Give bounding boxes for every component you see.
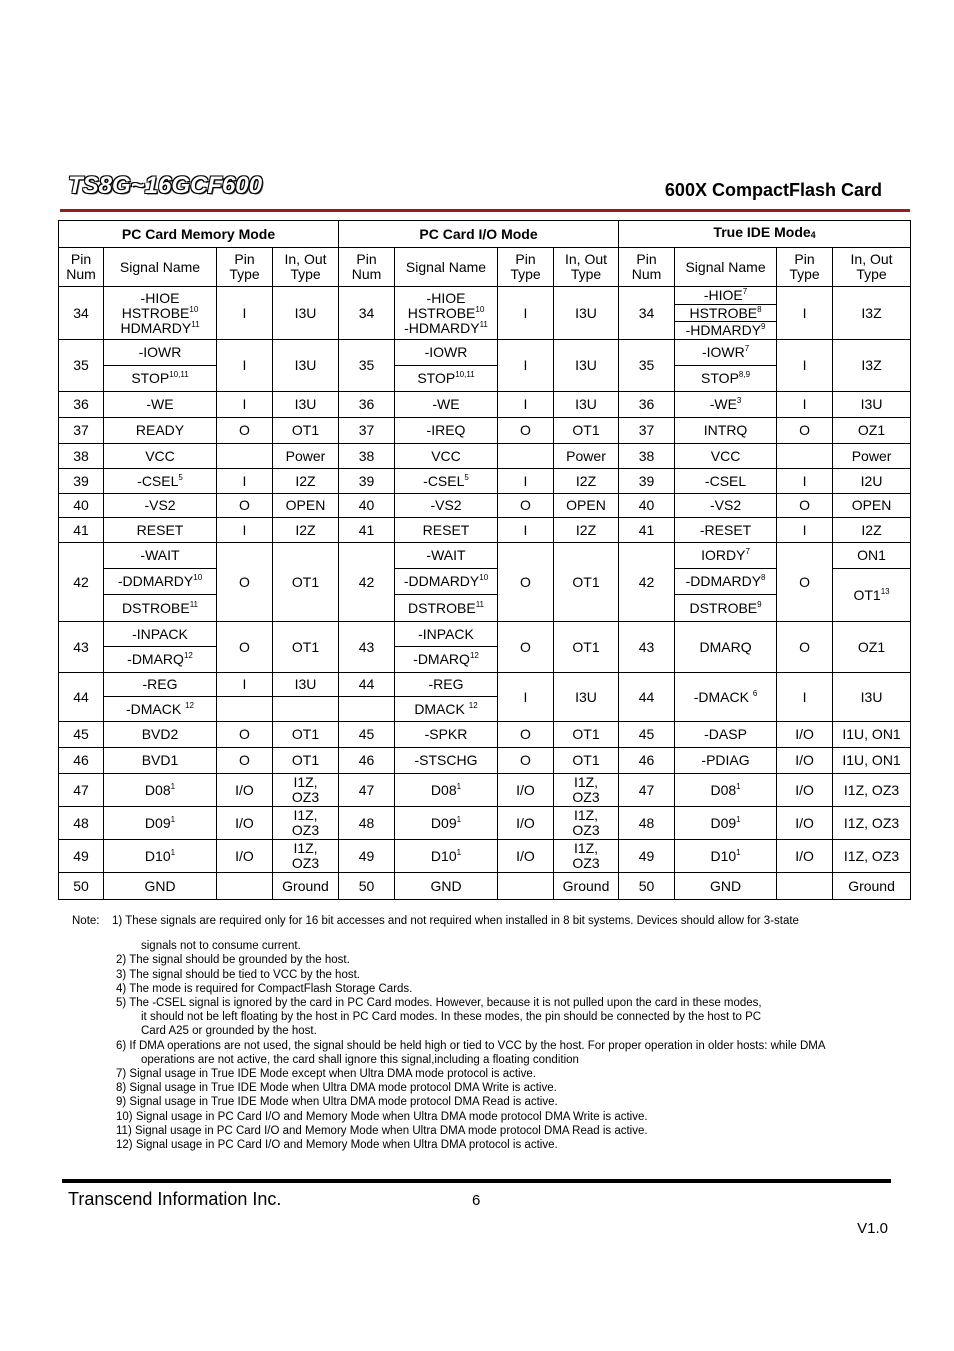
signal-cell: -DMACK $^6$ bbox=[675, 673, 777, 722]
signal-cell: -DDMARDY$^{10}$ bbox=[395, 569, 498, 595]
signal-cell: GND bbox=[104, 873, 217, 900]
type-cell: I/O bbox=[498, 840, 554, 873]
signal-cell: -REG bbox=[395, 673, 498, 697]
inout-cell: I3U bbox=[554, 287, 619, 340]
pin-cell: 49 bbox=[339, 840, 395, 873]
inout-cell: I3U bbox=[554, 673, 619, 722]
signal-cell: $D08^1$ bbox=[395, 774, 498, 807]
pin-cell: 42 bbox=[59, 543, 104, 622]
pin-cell: 45 bbox=[59, 722, 104, 748]
col-inout-type: In, Out Type bbox=[833, 248, 911, 287]
inout-cell: I3U bbox=[273, 673, 339, 697]
pin-cell: 34 bbox=[59, 287, 104, 340]
inout-cell: I3U bbox=[273, 392, 339, 418]
inout-cell: I3U bbox=[273, 340, 339, 392]
model-title: TS8G~16GCF600 bbox=[68, 172, 263, 199]
signal-cell: -VS2 bbox=[104, 494, 217, 518]
inout-cell: I3U bbox=[273, 287, 339, 340]
signal-cell: -DMARQ$^{12}$ bbox=[104, 647, 217, 673]
inout-cell: I1Z, OZ3 bbox=[273, 774, 339, 807]
signal-cell: -WE bbox=[395, 392, 498, 418]
table-row bbox=[59, 673, 911, 697]
signal-cell: GND bbox=[395, 873, 498, 900]
type-cell: O bbox=[498, 494, 554, 518]
type-cell bbox=[777, 444, 833, 469]
col-pin-type: Pin Type bbox=[217, 248, 273, 287]
pin-cell: 35 bbox=[59, 340, 104, 392]
note-9: 9) Signal usage in True IDE Mode when Ultra DMA mode protocol DMA Read is active. bbox=[116, 1096, 558, 1109]
table-row bbox=[59, 418, 911, 444]
inout-cell: I3U bbox=[554, 340, 619, 392]
inout-cell: I3Z bbox=[833, 287, 911, 340]
table-row bbox=[59, 807, 911, 840]
inout-cell: OPEN bbox=[554, 494, 619, 518]
inout-cell: OT1 bbox=[273, 543, 339, 622]
type-cell bbox=[498, 444, 554, 469]
inout-cell: I1Z, OZ3 bbox=[833, 840, 911, 873]
type-cell: O bbox=[777, 543, 833, 622]
type-cell: I bbox=[217, 673, 273, 697]
pin-cell: 41 bbox=[59, 518, 104, 543]
type-cell: O bbox=[498, 543, 554, 622]
pin-cell: 38 bbox=[339, 444, 395, 469]
type-cell: O bbox=[217, 418, 273, 444]
type-cell: O bbox=[217, 622, 273, 673]
pin-cell: 48 bbox=[339, 807, 395, 840]
inout-cell: OT1 bbox=[273, 722, 339, 748]
pin-cell: 37 bbox=[619, 418, 675, 444]
inout-cell: Power bbox=[833, 444, 911, 469]
type-cell: I bbox=[777, 469, 833, 494]
table-row bbox=[59, 392, 911, 418]
inout-cell: I1U, ON1 bbox=[833, 748, 911, 774]
note-5-cont: Card A25 or grounded by the host. bbox=[141, 1025, 317, 1038]
table-row bbox=[59, 518, 911, 543]
table-row bbox=[59, 722, 911, 748]
signal-cell: VCC bbox=[104, 444, 217, 469]
col-pin-num: Pin Num bbox=[619, 248, 675, 287]
col-pin-num: Pin Num bbox=[59, 248, 104, 287]
inout-cell: OT1 bbox=[273, 622, 339, 673]
signal-cell: -HDMARDY$^9$ bbox=[675, 322, 777, 340]
inout-cell: $OT1^{13}$ bbox=[833, 569, 911, 622]
signal-cell: GND bbox=[675, 873, 777, 900]
inout-cell: Ground bbox=[273, 873, 339, 900]
pin-cell: 46 bbox=[59, 748, 104, 774]
company-name: Transcend Information Inc. bbox=[68, 1189, 282, 1209]
inout-cell: I1Z, OZ3 bbox=[554, 807, 619, 840]
type-cell: O bbox=[217, 543, 273, 622]
inout-cell: I3U bbox=[833, 673, 911, 722]
inout-cell: I1Z, OZ3 bbox=[273, 807, 339, 840]
inout-cell: OT1 bbox=[273, 748, 339, 774]
pin-cell: 41 bbox=[339, 518, 395, 543]
signal-cell: $D10^1$ bbox=[395, 840, 498, 873]
pin-cell: 39 bbox=[619, 469, 675, 494]
product-title: 600X CompactFlash Card bbox=[664, 180, 882, 200]
type-cell: I/O bbox=[777, 722, 833, 748]
signal-cell: -CSEL bbox=[675, 469, 777, 494]
pin-cell: 44 bbox=[339, 673, 395, 697]
type-cell: I bbox=[777, 340, 833, 392]
signal-cell: -IOWR bbox=[395, 340, 498, 366]
signal-cell: -SPKR bbox=[395, 722, 498, 748]
type-cell bbox=[217, 444, 273, 469]
type-cell: O bbox=[217, 722, 273, 748]
table-row bbox=[59, 774, 911, 807]
inout-cell: OT1 bbox=[273, 418, 339, 444]
table-row bbox=[59, 444, 911, 469]
header-rule bbox=[60, 209, 910, 212]
signal-cell: -PDIAG bbox=[675, 748, 777, 774]
pin-cell: 47 bbox=[619, 774, 675, 807]
signal-cell: RESET bbox=[395, 518, 498, 543]
col-pin-num: Pin Num bbox=[339, 248, 395, 287]
type-cell: O bbox=[217, 494, 273, 518]
pin-cell: 43 bbox=[339, 622, 395, 673]
type-cell: I bbox=[498, 673, 554, 722]
signal-cell: DSTROBE$^{11}$ bbox=[104, 595, 217, 622]
inout-cell: I3Z bbox=[833, 340, 911, 392]
type-cell: I bbox=[217, 469, 273, 494]
inout-cell: ON1 bbox=[833, 543, 911, 569]
note-1: Note: 1) These signals are required only for 16 bit accesses and not required when installed in 8 bit systems. Devices should allow for 3-state bbox=[72, 915, 799, 927]
type-cell: O bbox=[217, 748, 273, 774]
signal-cell: -DDMARDY$^8$ bbox=[675, 569, 777, 595]
signal-cell: RESET bbox=[104, 518, 217, 543]
signal-cell: $D09^1$ bbox=[104, 807, 217, 840]
note-6: 6) If DMA operations are not used, the signal should be held high or tied to VCC by the host. For proper operation in older hosts: while DMA bbox=[116, 1039, 826, 1052]
inout-cell: I3U bbox=[554, 392, 619, 418]
inout-cell: OT1 bbox=[554, 622, 619, 673]
col-inout-type: In, Out Type bbox=[273, 248, 339, 287]
type-cell: I bbox=[498, 518, 554, 543]
inout-cell: Ground bbox=[833, 873, 911, 900]
type-cell: I bbox=[217, 287, 273, 340]
signal-cell: -HIOE HSTROBE$^{10}$ HDMARDY$^{11}$ bbox=[104, 287, 217, 340]
signal-cell: DSTROBE$^9$ bbox=[675, 595, 777, 622]
signal-cell: -RESET bbox=[675, 518, 777, 543]
inout-cell: Power bbox=[273, 444, 339, 469]
type-cell: I bbox=[217, 518, 273, 543]
table-row bbox=[59, 469, 911, 494]
inout-cell: I1U, ON1 bbox=[833, 722, 911, 748]
signal-cell: $D09^1$ bbox=[395, 807, 498, 840]
signal-cell: VCC bbox=[675, 444, 777, 469]
pin-cell: 42 bbox=[339, 543, 395, 622]
pin-cell: 43 bbox=[619, 622, 675, 673]
signal-cell: $D10^1$ bbox=[104, 840, 217, 873]
pin-cell: 48 bbox=[619, 807, 675, 840]
pin-cell: 34 bbox=[619, 287, 675, 340]
version-label: V1.0 bbox=[857, 1220, 888, 1237]
type-cell: I bbox=[777, 392, 833, 418]
type-cell: I/O bbox=[777, 840, 833, 873]
type-cell: I/O bbox=[217, 840, 273, 873]
inout-cell: OT1 bbox=[554, 748, 619, 774]
signal-cell: -IREQ bbox=[395, 418, 498, 444]
mode-memory: PC Card Memory Mode bbox=[59, 221, 339, 248]
pin-cell: 41 bbox=[619, 518, 675, 543]
signal-cell: -VS2 bbox=[675, 494, 777, 518]
type-cell: I bbox=[777, 518, 833, 543]
signal-cell: -IOWR$^7$ bbox=[675, 340, 777, 366]
signal-cell: IORDY$^7$ bbox=[675, 543, 777, 569]
signal-cell: -WAIT bbox=[104, 543, 217, 569]
type-cell: O bbox=[777, 494, 833, 518]
inout-cell: Ground bbox=[554, 873, 619, 900]
type-cell: I/O bbox=[777, 807, 833, 840]
pin-cell: 37 bbox=[59, 418, 104, 444]
signal-cell: -STSCHG bbox=[395, 748, 498, 774]
table-row bbox=[59, 748, 911, 774]
pin-table bbox=[58, 220, 911, 900]
signal-cell: -HIOE$^7$ bbox=[675, 287, 777, 305]
table-row bbox=[59, 840, 911, 873]
inout-cell: I2Z bbox=[554, 469, 619, 494]
inout-cell: I1Z, OZ3 bbox=[554, 774, 619, 807]
type-cell: I bbox=[217, 340, 273, 392]
signal-cell: -DASP bbox=[675, 722, 777, 748]
type-cell: I/O bbox=[217, 774, 273, 807]
type-cell: I bbox=[498, 287, 554, 340]
inout-cell: I2Z bbox=[833, 518, 911, 543]
table-row bbox=[59, 873, 911, 900]
pin-cell: 42 bbox=[619, 543, 675, 622]
inout-cell: I2Z bbox=[554, 518, 619, 543]
note-7: 7) Signal usage in True IDE Mode except when Ultra DMA mode protocol is active. bbox=[116, 1068, 536, 1081]
note-2: 2) The signal should be grounded by the host. bbox=[116, 954, 350, 967]
signal-cell: HSTROBE$^8$ bbox=[675, 305, 777, 322]
signal-cell: $D09^1$ bbox=[675, 807, 777, 840]
signal-cell: -VS2 bbox=[395, 494, 498, 518]
inout-cell: OT1 bbox=[554, 722, 619, 748]
inout-cell: I2U bbox=[833, 469, 911, 494]
pin-cell: 47 bbox=[339, 774, 395, 807]
note-4: 4) The mode is required for CompactFlash Storage Cards. bbox=[116, 982, 413, 995]
note-5: 5) The -CSEL signal is ignored by the card in PC Card modes. However, because it is not pulled upon the card in these modes, bbox=[116, 997, 762, 1010]
type-cell: O bbox=[498, 622, 554, 673]
col-signal-name: Signal Name bbox=[395, 248, 498, 287]
note-12: 12) Signal usage in PC Card I/O and Memory Mode when Ultra DMA protocol is active. bbox=[116, 1139, 558, 1152]
mode-ide: True IDE Mode$_4$ bbox=[619, 221, 911, 248]
type-cell: I bbox=[777, 287, 833, 340]
pin-cell: 45 bbox=[339, 722, 395, 748]
inout-cell: OPEN bbox=[833, 494, 911, 518]
inout-cell: I1Z, OZ3 bbox=[554, 840, 619, 873]
type-cell: I bbox=[777, 673, 833, 722]
inout-cell: OZ1 bbox=[833, 418, 911, 444]
type-cell: I/O bbox=[777, 748, 833, 774]
signal-cell: DSTROBE$^{11}$ bbox=[395, 595, 498, 622]
pin-cell: 46 bbox=[619, 748, 675, 774]
inout-cell: I2Z bbox=[273, 518, 339, 543]
inout-cell: OT1 bbox=[554, 543, 619, 622]
signal-cell: STOP$^{10,11}$ bbox=[104, 366, 217, 392]
signal-cell: -INPACK bbox=[395, 622, 498, 647]
page-number: 6 bbox=[472, 1192, 481, 1209]
pin-cell: 46 bbox=[339, 748, 395, 774]
type-cell: O bbox=[498, 748, 554, 774]
pin-cell: 39 bbox=[339, 469, 395, 494]
signal-cell: INTRQ bbox=[675, 418, 777, 444]
inout-cell: OT1 bbox=[554, 418, 619, 444]
notes-section bbox=[72, 914, 902, 1152]
pin-cell: 35 bbox=[619, 340, 675, 392]
footer-rule bbox=[62, 1179, 891, 1183]
type-cell: I/O bbox=[498, 807, 554, 840]
signal-cell: -WAIT bbox=[395, 543, 498, 569]
pin-cell: 50 bbox=[339, 873, 395, 900]
note-11: 11) Signal usage in PC Card I/O and Memory Mode when Ultra DMA mode protocol DMA Read is active. bbox=[116, 1124, 648, 1137]
inout-cell: OZ1 bbox=[833, 622, 911, 673]
pin-cell: 49 bbox=[59, 840, 104, 873]
signal-cell: -INPACK bbox=[104, 622, 217, 647]
pin-cell: 38 bbox=[59, 444, 104, 469]
signal-cell: READY bbox=[104, 418, 217, 444]
type-cell: I bbox=[498, 340, 554, 392]
note-10: 10) Signal usage in PC Card I/O and Memory Mode when Ultra DMA mode protocol DMA Write is active. bbox=[116, 1110, 648, 1123]
col-signal-name: Signal Name bbox=[675, 248, 777, 287]
signal-cell: $D10^1$ bbox=[675, 840, 777, 873]
type-cell bbox=[217, 873, 273, 900]
signal-cell: $-WE^3$ bbox=[675, 392, 777, 418]
pin-cell: 36 bbox=[339, 392, 395, 418]
pin-cell: 39 bbox=[59, 469, 104, 494]
type-cell bbox=[777, 873, 833, 900]
signal-cell: DMARQ bbox=[675, 622, 777, 673]
signal-cell: -REG bbox=[104, 673, 217, 697]
type-cell: I bbox=[217, 392, 273, 418]
signal-cell: DMACK $^{12}$ bbox=[395, 697, 498, 722]
pin-cell: 48 bbox=[59, 807, 104, 840]
pin-cell: 34 bbox=[339, 287, 395, 340]
pin-cell: 45 bbox=[619, 722, 675, 748]
table-row bbox=[59, 622, 911, 647]
inout-cell: OPEN bbox=[273, 494, 339, 518]
type-cell: O bbox=[498, 722, 554, 748]
table-row bbox=[59, 340, 911, 366]
col-signal-name: Signal Name bbox=[104, 248, 217, 287]
pin-cell: 44 bbox=[59, 673, 104, 722]
pin-cell: 43 bbox=[59, 622, 104, 673]
signal-cell: BVD2 bbox=[104, 722, 217, 748]
signal-cell: -IOWR bbox=[104, 340, 217, 366]
pin-cell: 36 bbox=[619, 392, 675, 418]
signal-cell: -DMARQ$^{12}$ bbox=[395, 647, 498, 673]
mode-header-row bbox=[59, 221, 911, 248]
mode-io: PC Card I/O Mode bbox=[339, 221, 619, 248]
note-8: 8) Signal usage in True IDE Mode when Ultra DMA mode protocol DMA Write is active. bbox=[116, 1082, 557, 1095]
note-1-cont: signals not to consume current. bbox=[141, 940, 301, 953]
table-row bbox=[59, 494, 911, 518]
inout-cell: I1Z, OZ3 bbox=[833, 774, 911, 807]
table-row bbox=[59, 287, 911, 305]
pin-cell: 38 bbox=[619, 444, 675, 469]
inout-cell: I1Z, OZ3 bbox=[273, 840, 339, 873]
col-inout-type: In, Out Type bbox=[554, 248, 619, 287]
type-cell: I bbox=[498, 392, 554, 418]
pin-cell: 47 bbox=[59, 774, 104, 807]
type-cell: I/O bbox=[217, 807, 273, 840]
signal-cell: STOP$^{8,9}$ bbox=[675, 366, 777, 392]
signal-cell: -HIOE HSTROBE$^{10}$ -HDMARDY$^{11}$ bbox=[395, 287, 498, 340]
signal-cell: STOP$^{10,11}$ bbox=[395, 366, 498, 392]
note-6-cont: operations are not active, the card shall ignore this signal,including a floating condition bbox=[141, 1053, 579, 1066]
signal-cell: -DDMARDY$^{10}$ bbox=[104, 569, 217, 595]
type-cell bbox=[498, 873, 554, 900]
pin-cell: 40 bbox=[339, 494, 395, 518]
signal-cell: BVD1 bbox=[104, 748, 217, 774]
inout-cell: I1Z, OZ3 bbox=[833, 807, 911, 840]
type-cell: O bbox=[777, 622, 833, 673]
col-pin-type: Pin Type bbox=[498, 248, 554, 287]
pin-cell: 36 bbox=[59, 392, 104, 418]
signal-cell: $D08^1$ bbox=[104, 774, 217, 807]
signal-cell: $D08^1$ bbox=[675, 774, 777, 807]
signal-cell: -CSEL$^5$ bbox=[104, 469, 217, 494]
signal-cell: -DMACK $^{12}$ bbox=[104, 697, 217, 722]
pin-cell: 49 bbox=[619, 840, 675, 873]
pin-cell: 44 bbox=[619, 673, 675, 722]
pin-cell: 50 bbox=[619, 873, 675, 900]
inout-cell: I2Z bbox=[273, 469, 339, 494]
signal-cell: -CSEL$^5$ bbox=[395, 469, 498, 494]
pin-cell: 35 bbox=[339, 340, 395, 392]
type-cell: I/O bbox=[498, 774, 554, 807]
inout-cell: I3U bbox=[833, 392, 911, 418]
note-3: 3) The signal should be tied to VCC by the host. bbox=[116, 968, 360, 981]
type-cell: O bbox=[777, 418, 833, 444]
pin-cell: 37 bbox=[339, 418, 395, 444]
signal-cell: -WE bbox=[104, 392, 217, 418]
inout-cell: Power bbox=[554, 444, 619, 469]
pin-cell: 40 bbox=[59, 494, 104, 518]
pin-cell: 50 bbox=[59, 873, 104, 900]
type-cell: I/O bbox=[777, 774, 833, 807]
signal-cell: VCC bbox=[395, 444, 498, 469]
note-5-cont: it should not be left floating by the host in PC Card modes. In these modes, the pin should be connected by the host to PC bbox=[141, 1011, 762, 1024]
pin-cell: 40 bbox=[619, 494, 675, 518]
table-row bbox=[59, 543, 911, 569]
column-header-row bbox=[59, 248, 911, 287]
type-cell: O bbox=[498, 418, 554, 444]
type-cell: I bbox=[498, 469, 554, 494]
col-pin-type: Pin Type bbox=[777, 248, 833, 287]
